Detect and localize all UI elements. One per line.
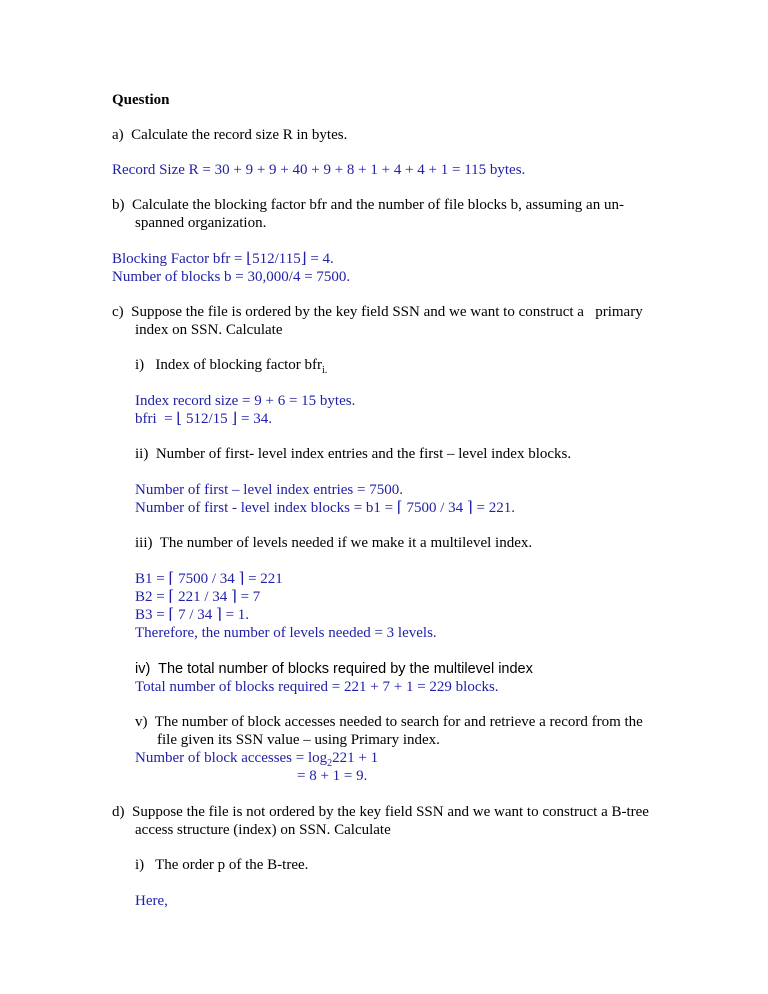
question-b-line1: b) Calculate the blocking factor bfr and the number of file blocks b, assuming an un-: [112, 197, 624, 213]
answer-c-iii-line2: B2 = ⌈ 221 / 34 ⌉ = 7: [135, 589, 261, 605]
answer-c-ii-line2: Number of first - level index blocks = b1 = ⌈ 7500 / 34 ⌉ = 221.: [135, 500, 515, 516]
answer-c-v-prefix: Number of block accesses = log: [135, 750, 328, 766]
answer-c-i-line1: Index record size = 9 + 6 = 15 bytes.: [135, 393, 356, 409]
question-c-i-subscript: i.: [322, 365, 328, 376]
question-c-iii: iii) The number of levels needed if we make it a multilevel index.: [135, 535, 533, 551]
question-d-line2: access structure (index) on SSN. Calculate: [135, 822, 391, 838]
answer-c-ii-line1: Number of first – level index entries = 7500.: [135, 482, 403, 498]
answer-c-v-subscript: 2: [327, 758, 333, 769]
question-d-line1: d) Suppose the file is not ordered by the key field SSN and we want to construct a B-tree: [112, 804, 649, 820]
answer-b-line2: Number of blocks b = 30,000/4 = 7500.: [112, 269, 351, 285]
answer-a: Record Size R = 30 + 9 + 9 + 40 + 9 + 8 + 1 + 4 + 4 + 1 = 115 bytes.: [112, 162, 526, 178]
question-a: a) Calculate the record size R in bytes.: [112, 127, 348, 143]
answer-c-iii-line4: Therefore, the number of levels needed = 3 levels.: [135, 625, 437, 641]
answer-d-i: Here,: [135, 893, 168, 909]
question-c-v-line1: v) The number of block accesses needed to search for and retrieve a record from the: [135, 714, 643, 730]
answer-c-iii-line3: B3 = ⌈ 7 / 34 ⌉ = 1.: [135, 607, 250, 623]
answer-b-line1: Blocking Factor bfr = ⌊512/115⌋ = 4.: [112, 251, 334, 267]
question-c-v-line2: file given its SSN value – using Primary index.: [157, 732, 440, 748]
answer-c-iii-line1: B1 = ⌈ 7500 / 34 ⌉ = 221: [135, 571, 283, 587]
question-d-i: i) The order p of the B-tree.: [135, 857, 309, 873]
question-c-ii: ii) Number of first- level index entries and the first – level index blocks.: [135, 446, 572, 462]
answer-c-v-line2: = 8 + 1 = 9.: [297, 768, 368, 784]
question-c-line1: c) Suppose the file is ordered by the key field SSN and we want to construct a primary: [112, 304, 643, 320]
answer-c-v-suffix: 221 + 1: [332, 750, 379, 766]
answer-c-iv: Total number of blocks required = 221 + 7 + 1 = 229 blocks.: [135, 679, 499, 695]
answer-c-i-line2: bfri = ⌊ 512/15 ⌋ = 34.: [135, 411, 272, 427]
question-c-line2: index on SSN. Calculate: [135, 322, 283, 338]
page-heading: Question: [112, 92, 170, 108]
question-c-i-text: i) Index of blocking factor bfr: [135, 357, 323, 373]
question-c-i: [135, 356, 327, 380]
question-b-line2: spanned organization.: [135, 215, 267, 231]
question-c-iv: iv) The total number of blocks required by the multilevel index: [135, 661, 533, 677]
